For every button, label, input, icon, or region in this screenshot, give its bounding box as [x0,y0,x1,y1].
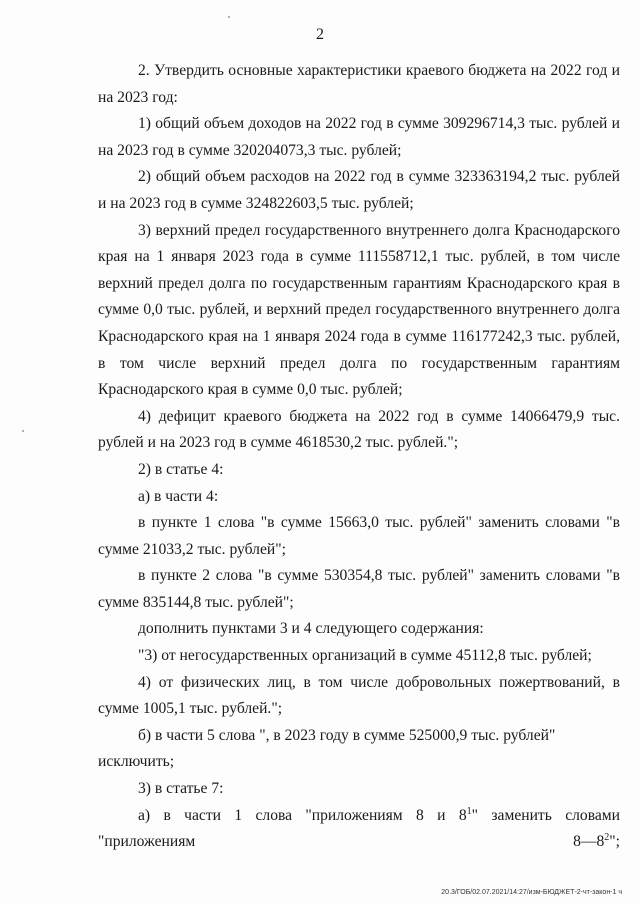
appendix-text-suffix: "; [609,833,620,851]
appendix-superscript-2: 2 [604,832,610,844]
document-body [98,58,620,856]
paragraph-new-item-3: "3) от негосударственных организаций в сумме 45112,8 тыс. рублей; [138,647,592,665]
paragraph-part-5: б) в части 5 слова ", в 2023 году в сумме 525000,9 тыс. рублей" исключить; [98,726,556,771]
paragraph-add-items: дополнить пунктами 3 и 4 следующего содержания: [138,620,484,638]
appendix-text-prefix: а) в части 1 слова "приложениям 8 и 8 [138,806,467,824]
paragraph-main-characteristics: 2. Утвердить основные характеристики краевого бюджета на 2022 год и на 2023 год: [98,62,620,106]
appendix-superscript-1: 1 [466,805,472,817]
paragraph-deficit: 4) дефицит краевого бюджета на 2022 год в сумме 14066479,9 тыс. рублей и на 2023 год в сумме 4618530,2 тыс. рублей."; [98,407,620,452]
paragraph-part-1-appendices [98,803,620,856]
scan-speck [228,16,230,18]
page-number: 2 [316,26,324,43]
appendix-text-middle: " заменить словами "приложениям 8—8 [98,806,620,851]
document-footer-code: 20.3/ГОБ/02.07.2021/14:27/изм-БЮДЖЕТ-2-чт-закон-1 ч [441,889,622,896]
paragraph-new-item-4: 4) от физических лиц, в том числе добровольных пожертвований, в сумме 1005,1 тыс. рублей."; [98,673,620,718]
scan-speck [22,430,24,432]
paragraph-item-1: в пункте 1 слова "в сумме 15663,0 тыс. рублей" заменить словами "в сумме 21033,2 тыс. рублей"; [98,514,620,558]
paragraph-part-4: а) в части 4: [138,487,219,505]
paragraph-item-2: в пункте 2 слова "в сумме 530354,8 тыс. рублей" заменить словами "в сумме 835144,8 тыс. рублей"; [98,567,620,611]
paragraph-revenues: 1) общий объем доходов на 2022 год в сумме 309296714,3 тыс. рублей и на 2023 год в сумме 320204073,3 тыс. рублей; [98,115,620,159]
paragraph-article-7: 3) в статье 7: [138,780,224,798]
paragraph-article-4: 2) в статье 4: [138,460,224,478]
paragraph-debt-limit: 3) верхний предел государственного внутреннего долга Краснодарского края на 1 января 2023 года в сумме 111558712,1 тыс. рублей, в том числе верхний предел долга по государственным гарантиям Краснодарского края в сумме 0,0 тыс. рублей, и верхний предел государственного внутреннего долга Краснодарского края на 1 января 2024 года в сумме 116177242,3 тыс. рублей, в том числе верхний предел долга по государственным гарантиям Краснодарского края в сумме 0,0 тыс. рублей; [98,221,620,399]
paragraph-expenditures: 2) общий объем расходов на 2022 год в сумме 323363194,2 тыс. рублей и на 2023 год в сумме 324822603,5 тыс. рублей; [98,168,620,212]
